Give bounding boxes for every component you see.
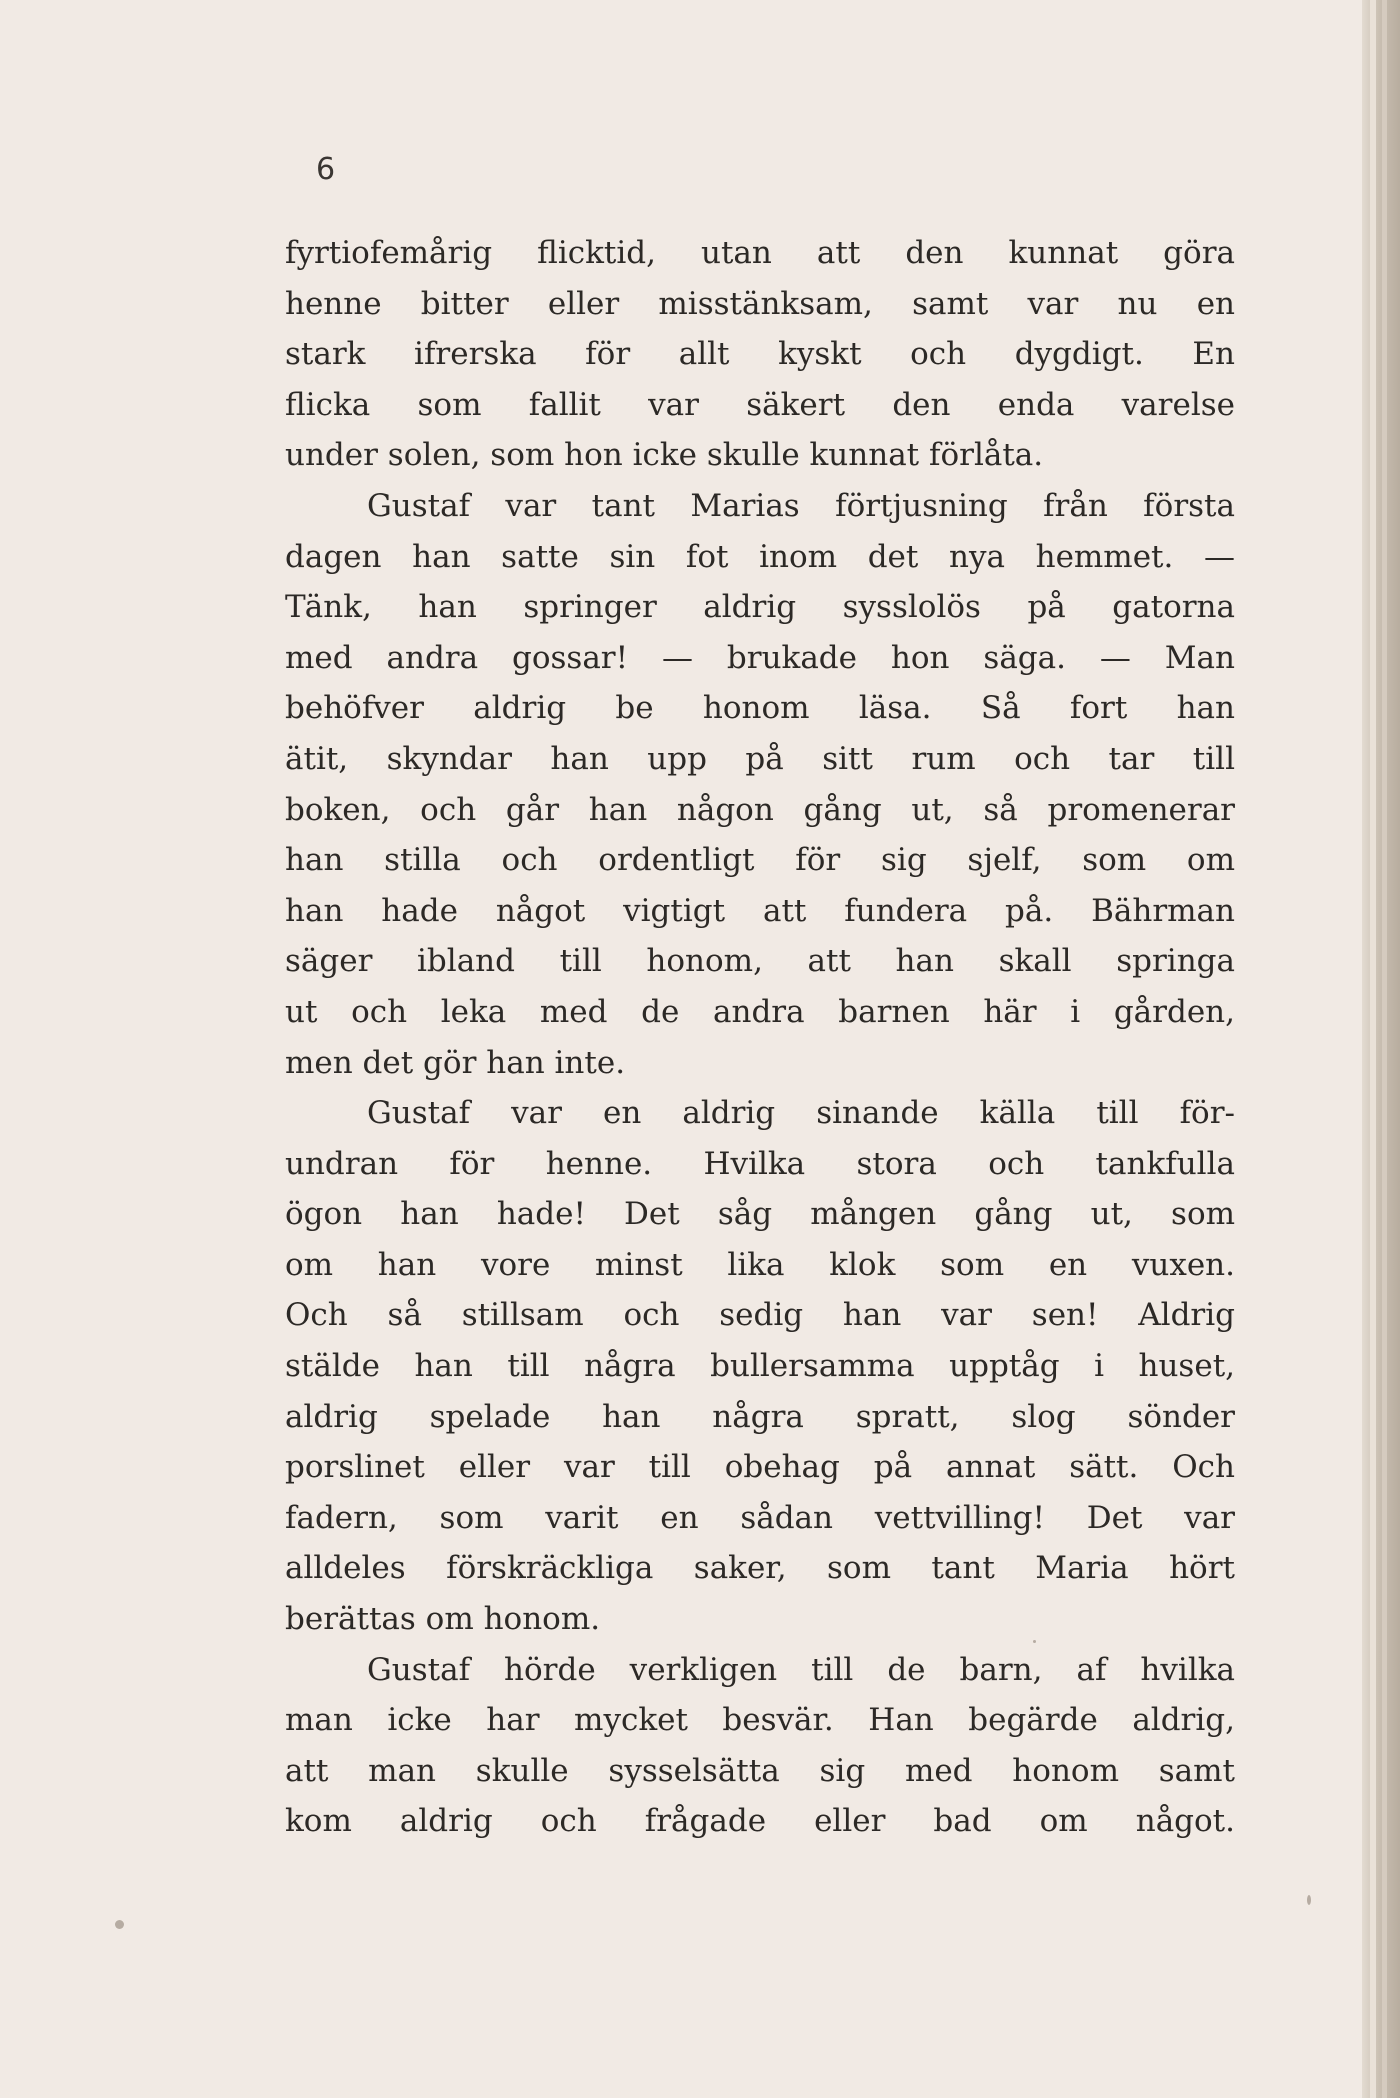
text-line: Gustaf var tant Marias förtjusning från första [367, 487, 1235, 524]
text-line: fyrtiofemårig flicktid, utan att den kunnat göra [285, 235, 1235, 271]
text-line: ögon han hade! Det såg mången gång ut, som [285, 1196, 1235, 1233]
text-line: undran för henne. Hvilka stora och tankfulla [285, 1145, 1235, 1182]
text-line: att man skulle sysselsätta sig med honom samt [285, 1752, 1235, 1789]
text-line: men det gör han inte. [285, 1044, 626, 1081]
text-line: boken, och går han någon gång ut, så promenerar [285, 791, 1235, 828]
text-line: henne bitter eller misstänksam, samt var nu en [285, 285, 1235, 322]
text-line: porslinet eller var till obehag på annat sätt. Och [285, 1449, 1235, 1486]
paper-speck [1033, 1640, 1036, 1643]
text-line: flicka som fallit var säkert den enda varelse [285, 386, 1235, 423]
text-line: berättas om honom. [285, 1601, 601, 1638]
text-line: man icke har mycket besvär. Han begärde aldrig, [285, 1702, 1235, 1739]
text-line: behöfver aldrig be honom läsa. Så fort han [285, 690, 1235, 727]
text-line: stark ifrerska för allt kyskt och dygdigt. En [285, 336, 1235, 373]
text-line: han hade något vigtigt att fundera på. Bährman [285, 892, 1235, 929]
body-text [285, 228, 1235, 1847]
paper-speck [1307, 1895, 1311, 1905]
text-line: ut och leka med de andra barnen här i gården, [285, 993, 1235, 1030]
text-line: fadern, som varit en sådan vettvilling! Det var [285, 1499, 1235, 1536]
text-line: under solen, som hon icke skulle kunnat förlåta. [285, 437, 1044, 474]
text-line: alldeles förskräckliga saker, som tant Maria hört [285, 1550, 1235, 1587]
text-line: Och så stillsam och sedig han var sen! Aldrig [285, 1297, 1235, 1334]
paper-speck [115, 1920, 124, 1929]
text-line: med andra gossar! — brukade hon säga. — Man [285, 639, 1235, 676]
text-line: aldrig spelade han några spratt, slog sönder [285, 1398, 1235, 1435]
text-line: Gustaf var en aldrig sinande källa till för- [367, 1095, 1235, 1132]
text-line: om han vore minst lika klok som en vuxen. [285, 1246, 1235, 1283]
text-line: dagen han satte sin fot inom det nya hemmet. — [285, 538, 1235, 575]
page-number: 6 [316, 152, 336, 187]
text-line: Tänk, han springer aldrig sysslolös på gatorna [285, 589, 1235, 626]
text-line: Gustaf hörde verkligen till de barn, af hvilka [367, 1651, 1235, 1688]
text-line: ätit, skyndar han upp på sitt rum och tar till [285, 740, 1235, 777]
page-edge-shadow [1362, 0, 1400, 2098]
text-line: han stilla och ordentligt för sig sjelf, som om [285, 842, 1235, 879]
text-line: kom aldrig och frågade eller bad om något. [285, 1803, 1235, 1840]
text-line: säger ibland till honom, att han skall springa [285, 943, 1235, 980]
text-line: stälde han till några bullersamma upptåg i huset, [285, 1348, 1235, 1385]
